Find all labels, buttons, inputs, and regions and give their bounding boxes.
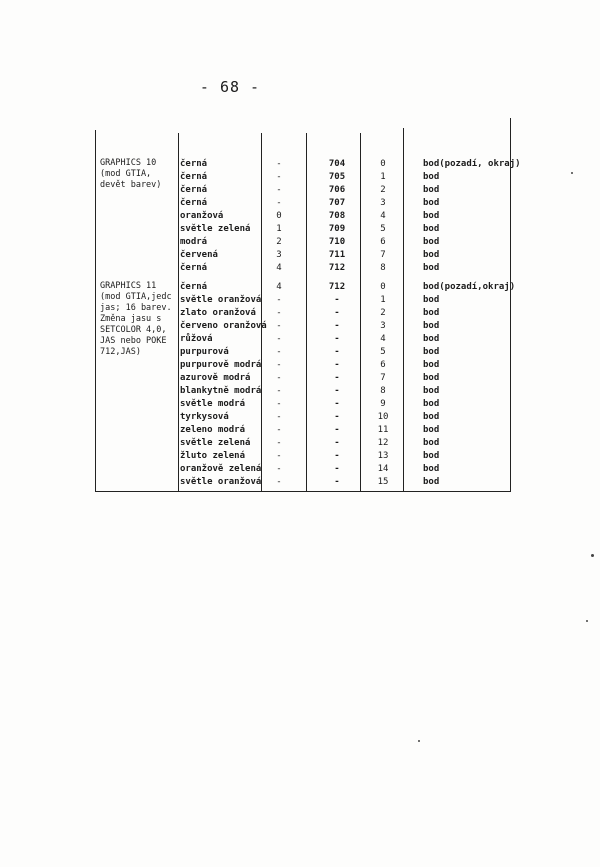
- table-row: [0, 333, 600, 346]
- table-row: [0, 281, 600, 294]
- note-cell: bod: [423, 360, 440, 370]
- value-cell: 11: [377, 425, 389, 435]
- register-cell: 4: [276, 282, 282, 292]
- value-cell: 3: [380, 198, 386, 208]
- code-cell: 712: [328, 263, 346, 273]
- value-cell: 14: [377, 464, 389, 474]
- register-cell: -: [276, 159, 282, 169]
- table-row: [0, 424, 600, 437]
- code-cell: 708: [328, 211, 346, 221]
- table-row: [0, 476, 600, 489]
- code-cell: 706: [328, 185, 346, 195]
- register-cell: -: [276, 308, 282, 318]
- color-cell: světle modrá: [180, 399, 246, 409]
- table-row: [0, 411, 600, 424]
- code-cell: 707: [328, 198, 346, 208]
- table-row: [0, 307, 600, 320]
- register-cell: 4: [276, 263, 282, 273]
- code-cell: -: [334, 464, 340, 474]
- color-cell: černá: [180, 198, 208, 208]
- table-row: [0, 262, 600, 275]
- register-cell: 0: [276, 211, 282, 221]
- color-cell: oranžová: [180, 211, 224, 221]
- code-cell: -: [334, 308, 340, 318]
- color-cell: žluto zelená: [180, 451, 246, 461]
- note-cell: bod: [423, 373, 440, 383]
- value-cell: 12: [377, 438, 389, 448]
- table-row: [0, 197, 600, 210]
- register-cell: -: [276, 464, 282, 474]
- value-cell: 2: [380, 308, 386, 318]
- note-cell: bod(pozadí, okraj): [423, 159, 521, 169]
- table-row: [0, 372, 600, 385]
- code-cell: -: [334, 477, 340, 487]
- code-cell: -: [334, 425, 340, 435]
- color-cell: černá: [180, 282, 208, 292]
- code-cell: 704: [328, 159, 346, 169]
- register-cell: 2: [276, 237, 282, 247]
- value-cell: 4: [380, 211, 386, 221]
- register-cell: -: [276, 451, 282, 461]
- note-cell: bod: [423, 321, 440, 331]
- color-cell: oranžově zelená: [180, 464, 262, 474]
- note-cell: bod: [423, 172, 440, 182]
- register-cell: 1: [276, 224, 282, 234]
- value-cell: 10: [377, 412, 389, 422]
- value-cell: 3: [380, 321, 386, 331]
- value-cell: 13: [377, 451, 389, 461]
- table-row: [0, 249, 600, 262]
- note-cell: bod: [423, 237, 440, 247]
- register-cell: -: [276, 295, 282, 305]
- value-cell: 7: [380, 373, 386, 383]
- code-cell: -: [334, 399, 340, 409]
- mode-description: GRAPHICS 10 (mod GTIA, devět barev): [100, 158, 162, 190]
- code-cell: -: [334, 438, 340, 448]
- value-cell: 4: [380, 334, 386, 344]
- value-cell: 7: [380, 250, 386, 260]
- color-cell: tyrkysová: [180, 412, 229, 422]
- color-cell: světle zelená: [180, 438, 251, 448]
- code-cell: 712: [328, 282, 346, 292]
- color-cell: purpurová: [180, 347, 229, 357]
- value-cell: 6: [380, 237, 386, 247]
- register-cell: -: [276, 399, 282, 409]
- register-cell: -: [276, 198, 282, 208]
- note-cell: bod: [423, 224, 440, 234]
- register-cell: -: [276, 425, 282, 435]
- code-cell: -: [334, 373, 340, 383]
- table-row: [0, 385, 600, 398]
- value-cell: 9: [380, 399, 386, 409]
- code-cell: -: [334, 321, 340, 331]
- code-cell: 709: [328, 224, 346, 234]
- note-cell: bod: [423, 308, 440, 318]
- color-cell: červeno oranžová: [180, 321, 267, 331]
- register-cell: -: [276, 477, 282, 487]
- table-row: [0, 450, 600, 463]
- code-cell: -: [334, 412, 340, 422]
- table-row: [0, 463, 600, 476]
- value-cell: 8: [380, 386, 386, 396]
- value-cell: 2: [380, 185, 386, 195]
- value-cell: 5: [380, 347, 386, 357]
- register-cell: -: [276, 321, 282, 331]
- register-cell: -: [276, 334, 282, 344]
- color-cell: světle zelená: [180, 224, 251, 234]
- code-cell: -: [334, 347, 340, 357]
- table-row: [0, 320, 600, 333]
- table-row: [0, 171, 600, 184]
- register-cell: -: [276, 438, 282, 448]
- code-cell: 711: [328, 250, 346, 260]
- note-cell: bod: [423, 477, 440, 487]
- color-cell: černá: [180, 263, 208, 273]
- color-cell: černá: [180, 185, 208, 195]
- code-cell: -: [334, 295, 340, 305]
- note-cell: bod: [423, 347, 440, 357]
- note-cell: bod: [423, 451, 440, 461]
- value-cell: 8: [380, 263, 386, 273]
- register-cell: 3: [276, 250, 282, 260]
- value-cell: 6: [380, 360, 386, 370]
- table-row: [0, 158, 600, 171]
- value-cell: 1: [380, 172, 386, 182]
- color-cell: světle oranžová: [180, 295, 262, 305]
- color-cell: světle oranžová: [180, 477, 262, 487]
- note-cell: bod: [423, 438, 440, 448]
- note-cell: bod: [423, 412, 440, 422]
- table-row: [0, 346, 600, 359]
- code-cell: 705: [328, 172, 346, 182]
- note-cell: bod: [423, 211, 440, 221]
- table-row: [0, 223, 600, 236]
- note-cell: bod: [423, 334, 440, 344]
- code-cell: -: [334, 386, 340, 396]
- color-cell: azurově modrá: [180, 373, 251, 383]
- register-cell: -: [276, 360, 282, 370]
- code-cell: -: [334, 451, 340, 461]
- page-number: - 68 -: [199, 78, 261, 96]
- color-cell: blankytně modrá: [180, 386, 262, 396]
- register-cell: -: [276, 185, 282, 195]
- value-cell: 0: [380, 282, 386, 292]
- note-cell: bod: [423, 198, 440, 208]
- table-row: [0, 359, 600, 372]
- color-cell: černá: [180, 159, 208, 169]
- note-cell: bod: [423, 185, 440, 195]
- color-cell: černá: [180, 172, 208, 182]
- register-cell: -: [276, 412, 282, 422]
- color-cell: červená: [180, 250, 218, 260]
- code-cell: 710: [328, 237, 346, 247]
- color-cell: zeleno modrá: [180, 425, 246, 435]
- value-cell: 15: [377, 477, 389, 487]
- mode-description: GRAPHICS 11 (mod GTIA,jedc jas; 16 barev. Změna jasu s SETCOLOR 4,0, JAS nebo POKE 712,JAS): [100, 281, 172, 357]
- table-row: [0, 437, 600, 450]
- table-row: [0, 210, 600, 223]
- value-cell: 0: [380, 159, 386, 169]
- code-cell: -: [334, 334, 340, 344]
- note-cell: bod: [423, 399, 440, 409]
- table-row: [0, 294, 600, 307]
- note-cell: bod: [423, 425, 440, 435]
- note-cell: bod(pozadí,okraj): [423, 282, 516, 292]
- note-cell: bod: [423, 295, 440, 305]
- value-cell: 5: [380, 224, 386, 234]
- code-cell: -: [334, 360, 340, 370]
- color-cell: růžová: [180, 334, 213, 344]
- table-row: [0, 398, 600, 411]
- color-cell: zlato oranžová: [180, 308, 256, 318]
- note-cell: bod: [423, 464, 440, 474]
- register-cell: -: [276, 373, 282, 383]
- register-cell: -: [276, 172, 282, 182]
- table-row: [0, 184, 600, 197]
- note-cell: bod: [423, 386, 440, 396]
- value-cell: 1: [380, 295, 386, 305]
- color-cell: modrá: [180, 237, 208, 247]
- note-cell: bod: [423, 250, 440, 260]
- table-row: [0, 236, 600, 249]
- register-cell: -: [276, 347, 282, 357]
- note-cell: bod: [423, 263, 440, 273]
- color-cell: purpurově modrá: [180, 360, 262, 370]
- register-cell: -: [276, 386, 282, 396]
